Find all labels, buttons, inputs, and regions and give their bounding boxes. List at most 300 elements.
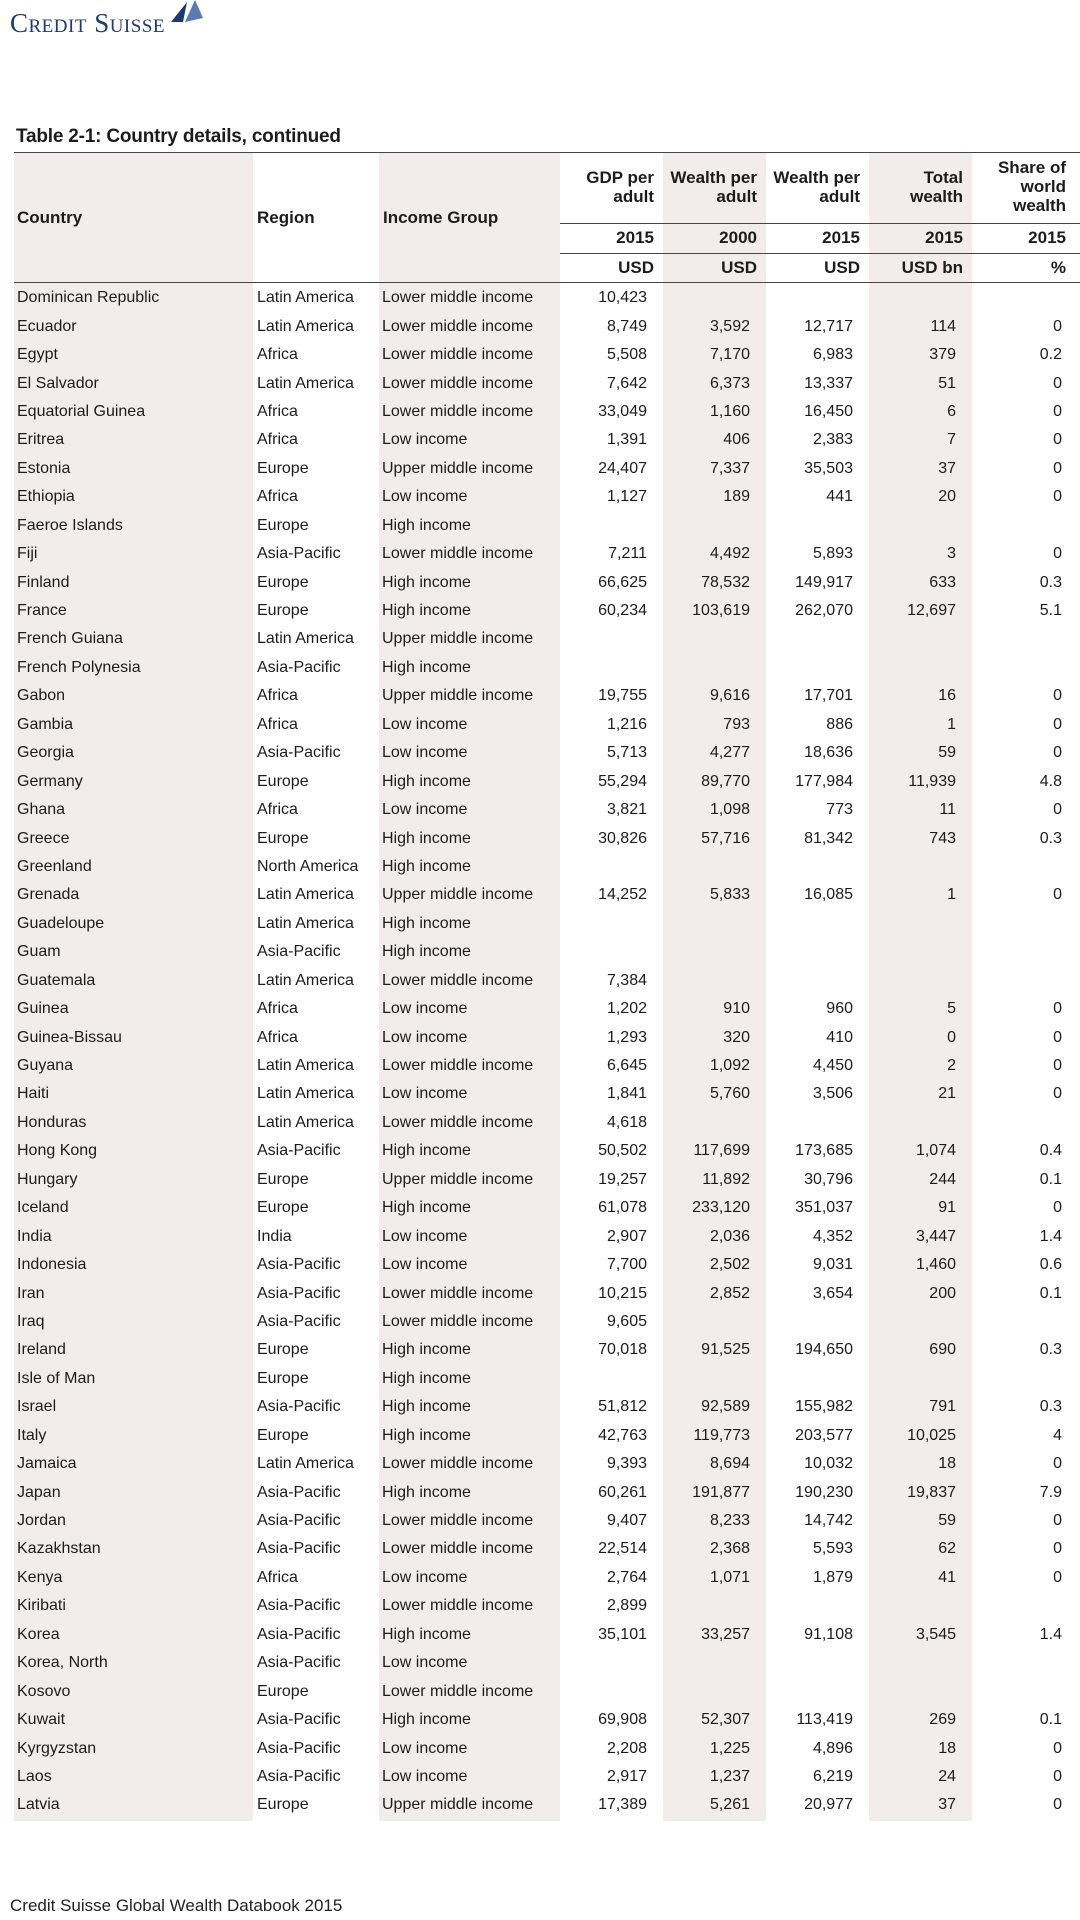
table-row [14, 1023, 1064, 1051]
share-world-wealth-cell [964, 654, 1064, 682]
income-group-cell: Lower middle income [382, 289, 534, 307]
income-group-cell: High income [382, 658, 471, 676]
table-row [14, 1706, 1064, 1734]
header-region: Region [257, 208, 315, 227]
region-cell: Latin America [257, 1113, 354, 1131]
income-group-cell: Lower middle income [382, 1455, 534, 1473]
total-wealth-cell [861, 654, 964, 682]
table-row [14, 1336, 1064, 1364]
year-total-wealth: 2015 [925, 228, 963, 247]
share-world-wealth-cell [964, 1677, 1064, 1705]
wealth-2000-cell: 6,373 [709, 374, 750, 392]
header-rule-1 [560, 223, 1080, 224]
income-group-cell: Low income [382, 488, 468, 506]
total-wealth-cell: 3,447 [915, 1227, 956, 1245]
gdp-per-adult-cell: 1,293 [606, 1028, 647, 1046]
income-group-cell: High income [382, 914, 471, 932]
region-cell: Latin America [257, 914, 354, 932]
wealth-2015-cell: 2,383 [812, 431, 853, 449]
share-world-wealth-cell: 0 [1053, 1739, 1062, 1757]
country-cell: Georgia [17, 744, 74, 762]
wealth-2000-cell [655, 1677, 758, 1705]
table-row [14, 455, 1064, 483]
income-group-cell: Low income [382, 1227, 468, 1245]
gdp-per-adult-cell: 60,261 [598, 1483, 647, 1501]
table-row [14, 483, 1064, 511]
total-wealth-cell: 24 [938, 1767, 956, 1785]
table-row [14, 341, 1064, 369]
region-cell: Asia-Pacific [257, 1398, 341, 1416]
table-row [14, 1564, 1064, 1592]
country-cell: Kenya [17, 1568, 63, 1586]
gdp-per-adult-cell [560, 654, 655, 682]
gdp-per-adult-cell: 19,755 [598, 687, 647, 705]
region-cell: Latin America [257, 1455, 354, 1473]
year-wealth-2000: 2000 [719, 228, 757, 247]
share-world-wealth-cell [964, 1308, 1064, 1336]
region-cell: Asia-Pacific [257, 658, 341, 676]
total-wealth-cell: 1 [947, 886, 956, 904]
wealth-2000-cell: 1,071 [709, 1568, 750, 1586]
income-group-cell: Lower middle income [382, 374, 534, 392]
wealth-2000-cell: 11,892 [702, 1170, 750, 1188]
region-cell: Europe [257, 1170, 309, 1188]
share-world-wealth-cell: 0 [1053, 687, 1062, 705]
unit-wealth-2015: USD [824, 258, 860, 277]
wealth-2015-cell [758, 512, 861, 540]
total-wealth-cell: 11 [939, 801, 956, 819]
share-world-wealth-cell: 1.4 [1039, 1625, 1062, 1643]
income-group-cell: Lower middle income [382, 1284, 534, 1302]
gdp-per-adult-cell: 4,618 [606, 1113, 647, 1131]
income-group-cell: Low income [382, 1767, 468, 1785]
table-row [14, 711, 1064, 739]
region-cell: Asia-Pacific [257, 545, 341, 563]
table-row [14, 1422, 1064, 1450]
country-cell: Kiribati [17, 1597, 66, 1615]
country-cell: Greece [17, 829, 70, 847]
wealth-2015-cell: 4,352 [812, 1227, 853, 1245]
region-cell: Europe [257, 459, 309, 477]
wealth-2015-cell: 30,796 [804, 1170, 853, 1188]
gdp-per-adult-cell: 7,700 [606, 1256, 647, 1274]
share-world-wealth-cell: 0 [1053, 1028, 1062, 1046]
wealth-2015-cell: 4,450 [812, 1057, 853, 1075]
total-wealth-cell [861, 1109, 964, 1137]
wealth-2015-cell [758, 284, 861, 312]
gdp-per-adult-cell [560, 1677, 655, 1705]
country-cell: Hungary [17, 1170, 78, 1188]
share-world-wealth-cell: 0 [1053, 801, 1062, 819]
country-cell: Finland [17, 573, 70, 591]
total-wealth-cell: 2 [947, 1057, 956, 1075]
share-world-wealth-cell: 0 [1053, 1085, 1062, 1103]
income-group-cell: Upper middle income [382, 687, 534, 705]
wealth-2000-cell [655, 512, 758, 540]
header-country: Country [17, 208, 83, 227]
income-group-cell: High income [382, 1341, 471, 1359]
gdp-per-adult-cell: 1,841 [606, 1085, 647, 1103]
total-wealth-cell [861, 625, 964, 653]
income-group-cell: Lower middle income [382, 971, 534, 989]
total-wealth-cell [861, 512, 964, 540]
share-world-wealth-cell: 0.2 [1039, 346, 1062, 364]
gdp-per-adult-cell: 9,393 [606, 1455, 647, 1473]
year-share: 2015 [1028, 228, 1066, 247]
gdp-per-adult-cell: 2,764 [606, 1568, 647, 1586]
total-wealth-cell: 59 [938, 1512, 956, 1530]
share-world-wealth-cell: 0 [1053, 1057, 1062, 1075]
wealth-2015-cell: 194,650 [795, 1341, 853, 1359]
table-row [14, 1450, 1064, 1478]
wealth-2000-cell: 406 [723, 431, 750, 449]
table-row [14, 1507, 1064, 1535]
table-row [14, 1621, 1064, 1649]
share-world-wealth-cell: 0.1 [1039, 1170, 1062, 1188]
table-row [14, 739, 1064, 767]
region-cell: Latin America [257, 374, 354, 392]
share-world-wealth-cell: 0 [1053, 1512, 1062, 1530]
country-cell: Guadeloupe [17, 914, 105, 932]
wealth-2015-cell [758, 1365, 861, 1393]
region-cell: Asia-Pacific [257, 1142, 341, 1160]
income-group-cell: High income [382, 573, 471, 591]
wealth-2015-cell: 5,893 [812, 545, 853, 563]
table-row [14, 853, 1064, 881]
total-wealth-cell: 743 [929, 829, 956, 847]
wealth-2000-cell [655, 853, 758, 881]
income-group-cell: Upper middle income [382, 1170, 534, 1188]
wealth-2000-cell [655, 625, 758, 653]
share-world-wealth-cell: 0.6 [1039, 1256, 1062, 1274]
wealth-2015-cell: 190,230 [795, 1483, 853, 1501]
country-cell: Kazakhstan [17, 1540, 101, 1558]
share-world-wealth-cell: 0 [1053, 545, 1062, 563]
wealth-2000-cell: 233,120 [692, 1199, 750, 1217]
header-rule-2 [560, 253, 1080, 254]
wealth-2015-cell: 18,636 [804, 744, 853, 762]
wealth-2015-cell: 16,450 [804, 402, 853, 420]
wealth-2000-cell: 8,694 [709, 1455, 750, 1473]
region-cell: Asia-Pacific [257, 1654, 341, 1672]
table-row [14, 1393, 1064, 1421]
wealth-2000-cell: 189 [723, 488, 750, 506]
table-row [14, 824, 1064, 852]
income-group-cell: Lower middle income [382, 1540, 534, 1558]
country-cell: India [17, 1227, 52, 1245]
wealth-2000-cell: 4,492 [709, 545, 750, 563]
country-cell: Grenada [17, 886, 80, 904]
region-cell: Europe [257, 1796, 309, 1814]
region-cell: Europe [257, 1341, 309, 1359]
footer-text: Credit Suisse Global Wealth Databook 2015 [10, 1896, 343, 1915]
gdp-per-adult-cell: 7,642 [606, 374, 647, 392]
unit-share: % [1050, 258, 1066, 277]
table-row [14, 1365, 1064, 1393]
country-cell: Korea, North [17, 1654, 108, 1672]
country-cell: Indonesia [17, 1256, 87, 1274]
region-cell: Europe [257, 602, 309, 620]
wealth-2000-cell [655, 1365, 758, 1393]
table-row [14, 369, 1064, 397]
table-row [14, 967, 1064, 995]
wealth-2015-cell: 149,917 [795, 573, 853, 591]
gdp-per-adult-cell: 5,713 [606, 744, 647, 762]
table-row [14, 796, 1064, 824]
wealth-2015-cell: 16,085 [804, 886, 853, 904]
region-cell: Europe [257, 1369, 309, 1387]
wealth-2000-cell: 57,716 [701, 829, 750, 847]
income-group-cell: Low income [382, 1000, 468, 1018]
income-group-cell: Upper middle income [382, 459, 534, 477]
wealth-2015-cell: 203,577 [795, 1426, 853, 1444]
header-bottom-rule [14, 282, 1080, 283]
wealth-2000-cell: 7,337 [709, 459, 750, 477]
country-cell: Dominican Republic [17, 289, 160, 307]
income-group-cell: Lower middle income [382, 1682, 534, 1700]
region-cell: Europe [257, 1199, 309, 1217]
table-row [14, 881, 1064, 909]
country-cell: Iran [17, 1284, 45, 1302]
table-row [14, 625, 1064, 653]
table-row [14, 1535, 1064, 1563]
region-cell: Africa [257, 687, 298, 705]
total-wealth-cell: 41 [938, 1568, 956, 1586]
wealth-2015-cell: 6,219 [812, 1767, 853, 1785]
gdp-per-adult-cell [560, 1649, 655, 1677]
share-world-wealth-cell: 0 [1053, 886, 1062, 904]
share-world-wealth-cell [964, 625, 1064, 653]
table-row [14, 1137, 1064, 1165]
wealth-2015-cell: 81,342 [804, 829, 853, 847]
wealth-2015-cell [758, 853, 861, 881]
region-cell: Europe [257, 516, 309, 534]
gdp-per-adult-cell [560, 910, 655, 938]
gdp-per-adult-cell: 61,078 [598, 1199, 647, 1217]
country-cell: Eritrea [17, 431, 65, 449]
table-row [14, 1478, 1064, 1506]
total-wealth-cell [861, 938, 964, 966]
wealth-2000-cell [655, 938, 758, 966]
wealth-2000-cell: 5,261 [709, 1796, 750, 1814]
table-row [14, 540, 1064, 568]
region-cell: Europe [257, 829, 309, 847]
total-wealth-cell: 11,939 [908, 772, 956, 790]
wealth-2015-cell: 173,685 [795, 1142, 853, 1160]
income-group-cell: Low income [382, 801, 468, 819]
logo-text: Credit Suisse [10, 8, 165, 38]
wealth-2000-cell: 1,092 [709, 1057, 750, 1075]
share-world-wealth-cell: 0.3 [1039, 1398, 1062, 1416]
table-row [14, 1080, 1064, 1108]
income-group-cell: High income [382, 1483, 471, 1501]
header-wealth-2015: Wealth per adult [773, 168, 860, 206]
region-cell: Asia-Pacific [257, 1597, 341, 1615]
country-details-table [14, 284, 1064, 1820]
wealth-2000-cell: 2,852 [709, 1284, 750, 1302]
country-cell: Jordan [17, 1512, 66, 1530]
income-group-cell: Lower middle income [382, 1597, 534, 1615]
header-total-wealth: Total wealth [910, 168, 963, 206]
total-wealth-cell: 37 [938, 1796, 956, 1814]
sails-icon [167, 0, 207, 24]
share-world-wealth-cell [964, 938, 1064, 966]
region-cell: Africa [257, 801, 298, 819]
total-wealth-cell: 19,837 [907, 1483, 956, 1501]
total-wealth-cell: 3,545 [915, 1625, 956, 1643]
region-cell: Asia-Pacific [257, 1512, 341, 1530]
wealth-2015-cell [758, 1649, 861, 1677]
table-row [14, 1677, 1064, 1705]
wealth-2015-cell [758, 910, 861, 938]
total-wealth-cell [861, 853, 964, 881]
income-group-cell: High income [382, 1625, 471, 1643]
total-wealth-cell: 200 [929, 1284, 956, 1302]
table-row [14, 1649, 1064, 1677]
share-world-wealth-cell: 0.3 [1039, 573, 1062, 591]
wealth-2015-cell: 14,742 [804, 1512, 853, 1530]
total-wealth-cell: 269 [929, 1711, 956, 1729]
share-world-wealth-cell: 0.1 [1039, 1284, 1062, 1302]
wealth-2015-cell: 4,896 [812, 1739, 853, 1757]
country-cell: Equatorial Guinea [17, 402, 146, 420]
table-row [14, 597, 1064, 625]
total-wealth-cell: 7 [947, 431, 956, 449]
gdp-per-adult-cell [560, 938, 655, 966]
country-cell: Estonia [17, 459, 71, 477]
wealth-2000-cell [655, 1592, 758, 1620]
gdp-per-adult-cell: 8,749 [606, 317, 647, 335]
gdp-per-adult-cell: 5,508 [606, 346, 647, 364]
total-wealth-cell [861, 1365, 964, 1393]
total-wealth-cell: 51 [938, 374, 956, 392]
country-cell: Fiji [17, 545, 38, 563]
income-group-cell: Lower middle income [382, 1312, 534, 1330]
wealth-2000-cell [655, 967, 758, 995]
income-group-cell: Lower middle income [382, 1512, 534, 1530]
income-group-cell: Low income [382, 1654, 468, 1672]
income-group-cell: Lower middle income [382, 317, 534, 335]
share-world-wealth-cell [964, 1592, 1064, 1620]
wealth-2015-cell: 410 [826, 1028, 853, 1046]
gdp-per-adult-cell: 30,826 [598, 829, 647, 847]
table-row [14, 1763, 1064, 1791]
region-cell: Asia-Pacific [257, 1739, 341, 1757]
total-wealth-cell: 91 [938, 1199, 956, 1217]
region-cell: Asia-Pacific [257, 1284, 341, 1302]
total-wealth-cell: 62 [938, 1540, 956, 1558]
country-cell: Ethiopia [17, 488, 75, 506]
header-gdp-per-adult: GDP per adult [586, 168, 654, 206]
total-wealth-cell: 12,697 [907, 602, 956, 620]
country-cell: Israel [17, 1398, 57, 1416]
share-world-wealth-cell [964, 853, 1064, 881]
wealth-2015-cell [758, 1592, 861, 1620]
region-cell: Africa [257, 402, 298, 420]
wealth-2015-cell: 17,701 [804, 687, 853, 705]
country-cell: Guinea-Bissau [17, 1028, 122, 1046]
wealth-2000-cell [655, 654, 758, 682]
share-world-wealth-cell: 0 [1053, 1199, 1062, 1217]
gdp-per-adult-cell: 9,407 [606, 1512, 647, 1530]
table-row [14, 398, 1064, 426]
table-row [14, 910, 1064, 938]
gdp-per-adult-cell: 42,763 [598, 1426, 647, 1444]
total-wealth-cell: 1,074 [915, 1142, 956, 1160]
region-cell: Europe [257, 1682, 309, 1700]
country-cell: Kosovo [17, 1682, 71, 1700]
wealth-2015-cell: 155,982 [795, 1398, 853, 1416]
wealth-2015-cell [758, 654, 861, 682]
country-cell: Ghana [17, 801, 66, 819]
country-cell: Hong Kong [17, 1142, 98, 1160]
wealth-2015-cell [758, 938, 861, 966]
share-world-wealth-cell: 0 [1053, 1568, 1062, 1586]
share-world-wealth-cell [964, 512, 1064, 540]
gdp-per-adult-cell [560, 512, 655, 540]
region-cell: India [257, 1227, 292, 1245]
gdp-per-adult-cell: 1,216 [606, 715, 647, 733]
table-row [14, 1592, 1064, 1620]
total-wealth-cell: 20 [938, 488, 956, 506]
country-cell: Ireland [17, 1341, 66, 1359]
country-cell: Japan [17, 1483, 61, 1501]
income-group-cell: Low income [382, 1256, 468, 1274]
unit-wealth-2000: USD [721, 258, 757, 277]
share-world-wealth-cell: 5.1 [1039, 602, 1062, 620]
wealth-2015-cell [758, 1677, 861, 1705]
share-world-wealth-cell: 0 [1053, 317, 1062, 335]
country-cell: Germany [17, 772, 83, 790]
total-wealth-cell [861, 284, 964, 312]
country-cell: Guinea [17, 1000, 69, 1018]
wealth-2000-cell: 2,368 [709, 1540, 750, 1558]
total-wealth-cell: 18 [938, 1455, 956, 1473]
wealth-2000-cell: 320 [723, 1028, 750, 1046]
table-row [14, 312, 1064, 340]
wealth-2015-cell: 177,984 [795, 772, 853, 790]
wealth-2015-cell: 262,070 [795, 602, 853, 620]
wealth-2000-cell: 52,307 [701, 1711, 750, 1729]
total-wealth-cell: 1 [947, 715, 956, 733]
region-cell: Latin America [257, 1085, 354, 1103]
share-world-wealth-cell: 0 [1053, 402, 1062, 420]
region-cell: Africa [257, 346, 298, 364]
wealth-2000-cell: 191,877 [692, 1483, 750, 1501]
wealth-2015-cell: 1,879 [812, 1568, 853, 1586]
region-cell: Asia-Pacific [257, 943, 341, 961]
income-group-cell: High income [382, 829, 471, 847]
wealth-2015-cell [758, 625, 861, 653]
income-group-cell: Low income [382, 431, 468, 449]
country-cell: Faeroe Islands [17, 516, 123, 534]
wealth-2000-cell: 4,277 [709, 744, 750, 762]
table-row [14, 1109, 1064, 1137]
region-cell: Asia-Pacific [257, 1625, 341, 1643]
gdp-per-adult-cell: 1,202 [606, 1000, 647, 1018]
gdp-per-adult-cell: 1,391 [606, 431, 647, 449]
country-cell: Guatemala [17, 971, 96, 989]
gdp-per-adult-cell: 2,917 [606, 1767, 647, 1785]
wealth-2000-cell: 89,770 [701, 772, 750, 790]
share-world-wealth-cell: 0 [1053, 1767, 1062, 1785]
total-wealth-cell [861, 1677, 964, 1705]
total-wealth-cell [861, 910, 964, 938]
income-group-cell: High income [382, 1142, 471, 1160]
table-row [14, 426, 1064, 454]
gdp-per-adult-cell: 7,384 [606, 971, 647, 989]
wealth-2000-cell: 5,833 [709, 886, 750, 904]
